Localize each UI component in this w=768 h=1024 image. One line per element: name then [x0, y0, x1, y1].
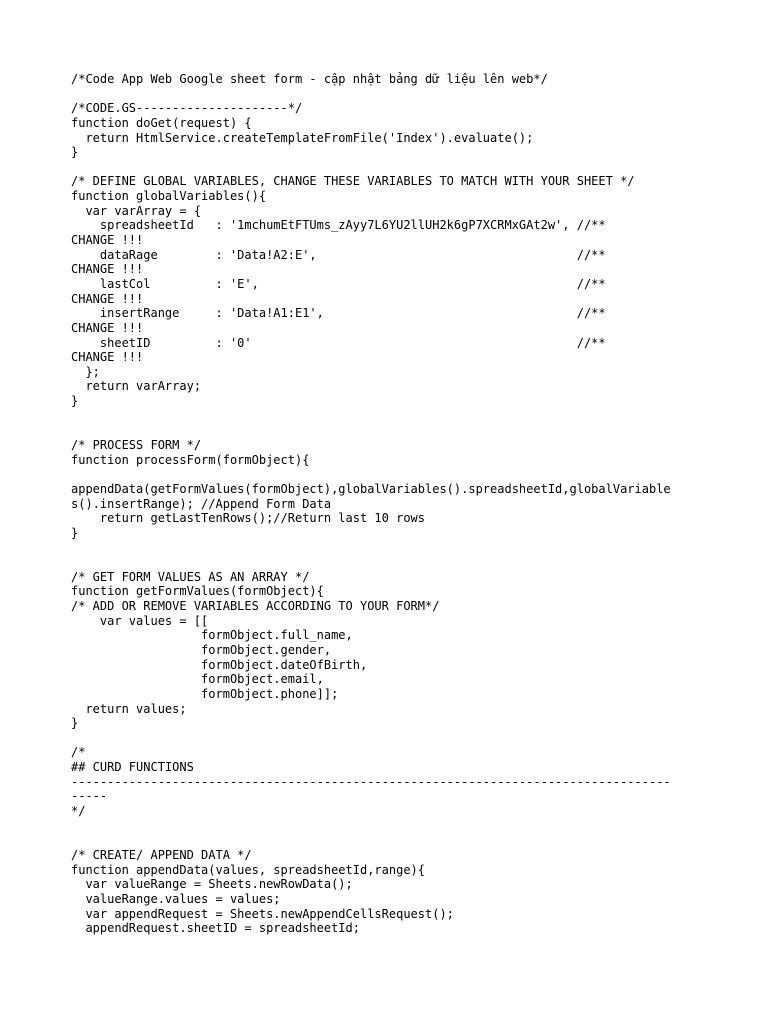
- code-line: dataRage : 'Data!A2:E', //**: [71, 247, 606, 262]
- code-line: [71, 423, 711, 438]
- code-line: return varArray;: [71, 379, 202, 394]
- code-line: /*Code App Web Google sheet form - cập nhật bảng dữ liệu lên web*/: [71, 72, 548, 86]
- code-line: /*: [71, 745, 86, 760]
- code-line: [71, 467, 711, 482]
- code-line: CHANGE !!!: [71, 233, 144, 248]
- code-line: function globalVariables(){: [71, 189, 267, 204]
- code-line: }: [71, 394, 79, 409]
- code-line: formObject.full_name,: [71, 628, 353, 643]
- code-line: return getLastTenRows();//Return last 10 rows: [71, 511, 426, 526]
- code-line: ## CURD FUNCTIONS: [71, 760, 194, 775]
- code-line: /*CODE.GS---------------------*/: [71, 101, 303, 116]
- code-line: CHANGE !!!: [71, 320, 144, 335]
- code-line: [71, 833, 711, 848]
- code-line: CHANGE !!!: [71, 350, 144, 365]
- code-line: [71, 731, 711, 746]
- code-line: function processForm(formObject){: [71, 452, 310, 467]
- code-line: insertRange : 'Data!A1:E1', //**: [71, 306, 606, 321]
- code-line: /* PROCESS FORM */: [71, 438, 202, 453]
- code-line: function getFormValues(formObject){: [71, 584, 324, 599]
- code-line: [71, 555, 711, 570]
- code-line: valueRange.values = values;: [71, 891, 281, 906]
- code-line: sheetID : '0' //**: [71, 335, 606, 350]
- code-line: formObject.gender,: [71, 642, 332, 657]
- code-line: }: [71, 716, 79, 731]
- code-line: formObject.email,: [71, 672, 324, 687]
- code-line: formObject.phone]];: [71, 686, 339, 701]
- code-line: [71, 87, 711, 102]
- code-line: CHANGE !!!: [71, 291, 144, 306]
- code-line: formObject.dateOfBirth,: [71, 657, 368, 672]
- code-line: [71, 541, 711, 556]
- code-line: -----: [71, 789, 108, 804]
- code-line: [71, 819, 711, 834]
- code-line: var valueRange = Sheets.newRowData();: [71, 877, 353, 892]
- code-listing: [71, 72, 711, 936]
- code-line: s().insertRange); //Append Form Data: [71, 496, 332, 511]
- code-line: [71, 160, 711, 175]
- code-line: /* ADD OR REMOVE VARIABLES ACCORDING TO YOUR FORM*/: [71, 599, 440, 614]
- code-line: return values;: [71, 701, 187, 716]
- code-line: function doGet(request) {: [71, 115, 252, 130]
- code-line: var values = [[: [71, 613, 209, 628]
- code-line: appendRequest.sheetID = spreadsheetId;: [71, 921, 360, 936]
- code-line: };: [71, 364, 100, 379]
- code-line: spreadsheetId : '1mchumEtFTUms_zAyy7L6YU2llUH2k6gP7XCRMxGAt2w', //**: [71, 218, 606, 233]
- code-line: function appendData(values, spreadsheetId,range){: [71, 862, 426, 877]
- code-line: -----------------------------------------------------------------------------------: [71, 774, 671, 789]
- code-line: }: [71, 145, 79, 160]
- code-line: [71, 409, 711, 424]
- code-line: CHANGE !!!: [71, 262, 144, 277]
- code-line: var appendRequest = Sheets.newAppendCellsRequest();: [71, 906, 454, 921]
- code-line: }: [71, 525, 79, 540]
- code-line: var varArray = {: [71, 203, 202, 218]
- code-line: /* GET FORM VALUES AS AN ARRAY */: [71, 569, 310, 584]
- code-line: */: [71, 804, 86, 819]
- code-line: return HtmlService.createTemplateFromFile('Index').evaluate();: [71, 130, 534, 145]
- code-line: /* DEFINE GLOBAL VARIABLES, CHANGE THESE VARIABLES TO MATCH WITH YOUR SHEET */: [71, 174, 635, 189]
- code-line: lastCol : 'E', //**: [71, 276, 606, 291]
- code-line: /* CREATE/ APPEND DATA */: [71, 847, 252, 862]
- code-line: appendData(getFormValues(formObject),globalVariables().spreadsheetId,globalVariable: [71, 481, 671, 496]
